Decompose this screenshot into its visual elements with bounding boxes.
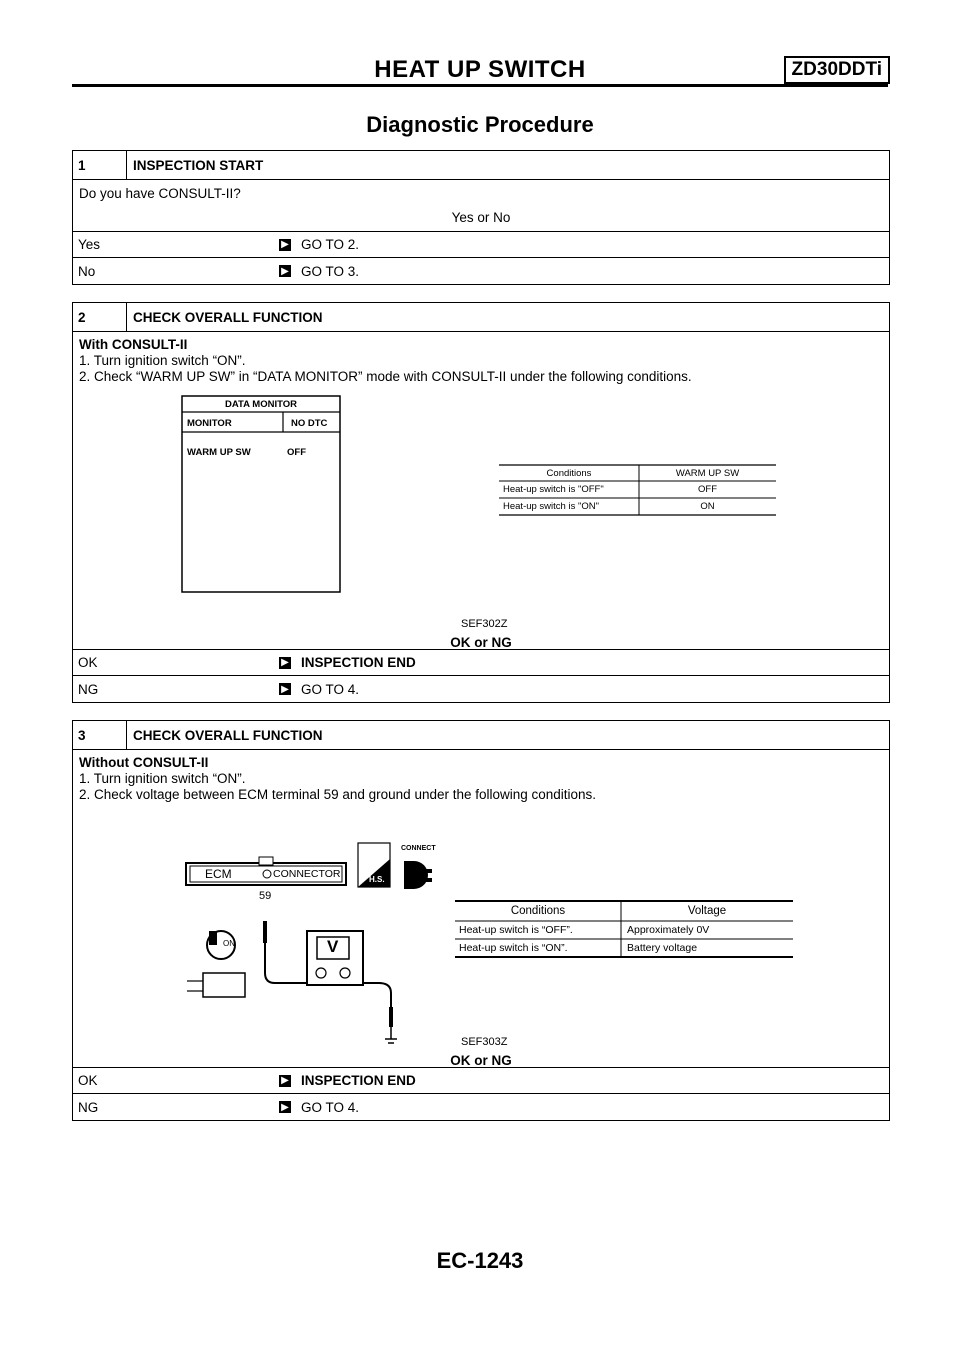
answer-result: GO TO 4. [301, 1099, 360, 1115]
terminal-label: 59 [259, 890, 272, 902]
answer-row-ng [73, 676, 889, 702]
figure-code: SEF303Z [461, 1036, 508, 1048]
table-header: Voltage [687, 905, 727, 917]
step-instruction: 1. Turn ignition switch “ON”. [79, 353, 246, 368]
table-cell: Heat-up switch is “OFF”. [459, 924, 573, 936]
answer-row-ok [73, 650, 889, 676]
step-subhead: With CONSULT-II [79, 337, 188, 352]
step-1 [72, 150, 890, 285]
arrow-icon: ▶ [279, 676, 297, 702]
step-2-body [73, 332, 889, 650]
figure-sef303z [79, 803, 883, 1053]
step-question: Yes or No [451, 210, 511, 225]
step-subhead: Without CONSULT-II [79, 755, 209, 770]
step-title: CHECK OVERALL FUNCTION [133, 309, 323, 325]
monitor-column: NO DTC [291, 418, 328, 429]
step-instruction: 2. Check “WARM UP SW” in “DATA MONITOR” mode with CONSULT-II under the following conditions. [79, 369, 692, 384]
step-title: INSPECTION START [133, 157, 264, 173]
monitor-item: WARM UP SW [187, 447, 251, 458]
ignition-key-icon: ON [223, 939, 235, 948]
step-2-header [73, 303, 889, 332]
page-number: EC-1243 [436, 1248, 524, 1273]
step-number: 2 [73, 303, 127, 331]
step-title: CHECK OVERALL FUNCTION [133, 727, 323, 743]
step-1-body [73, 180, 889, 232]
table-cell: Heat-up switch is "ON" [503, 501, 599, 512]
answer-row-yes [73, 232, 889, 258]
table-header: WARM UP SW [675, 468, 740, 479]
step-number: 1 [73, 151, 127, 179]
answer-label: No [78, 263, 96, 279]
table-cell: Heat-up switch is “ON”. [459, 942, 568, 954]
answer-result: GO TO 3. [301, 263, 360, 279]
step-number: 3 [73, 721, 127, 749]
answer-row-no [73, 258, 889, 284]
answer-label: NG [78, 1099, 99, 1115]
voltmeter-icon: V [327, 937, 339, 956]
step-3 [72, 720, 890, 1121]
section-title: HEAT UP SWITCH [374, 56, 586, 83]
table-cell: Battery voltage [627, 942, 698, 954]
answer-label: Yes [78, 237, 101, 252]
table-cell: Approximately 0V [627, 924, 710, 936]
answer-result: GO TO 2. [301, 237, 360, 252]
step-instruction: 1. Turn ignition switch “ON”. [79, 771, 246, 786]
arrow-icon: ▶ [279, 1094, 297, 1120]
answer-label: NG [78, 681, 99, 697]
arrow-icon: ▶ [279, 1068, 297, 1093]
arrow-icon: ▶ [279, 258, 297, 284]
connect-icon: CONNECT [401, 845, 436, 852]
answer-result: INSPECTION END [301, 655, 416, 670]
answer-result: INSPECTION END [301, 1073, 416, 1088]
connector-label: CONNECTOR [273, 868, 341, 880]
answer-result: GO TO 4. [301, 681, 360, 697]
step-question: OK or NG [450, 635, 512, 650]
step-1-header [73, 151, 889, 180]
header-rule [72, 84, 888, 87]
procedure-title: Diagnostic Procedure [366, 112, 594, 137]
table-header: Conditions [546, 468, 592, 479]
answer-row-ok [73, 1068, 889, 1094]
arrow-icon: ▶ [279, 232, 297, 257]
figure-code: SEF302Z [461, 618, 508, 630]
table-cell: Heat-up switch is "OFF" [503, 484, 604, 495]
table-header: Conditions [510, 905, 566, 917]
monitor-value: OFF [287, 447, 306, 458]
answer-label: OK [78, 1073, 98, 1088]
monitor-title: DATA MONITOR [225, 399, 297, 410]
monitor-column: MONITOR [187, 418, 232, 429]
answer-label: OK [78, 655, 98, 670]
figure-sef302z [79, 385, 883, 635]
step-2 [72, 302, 890, 703]
step-text: Do you have CONSULT-II? [79, 186, 241, 201]
ecm-label: ECM [205, 867, 232, 881]
answer-row-ng [73, 1094, 889, 1120]
arrow-icon: ▶ [279, 650, 297, 675]
table-cell: OFF [698, 484, 717, 495]
step-instruction: 2. Check voltage between ECM terminal 59 and ground under the following conditions. [79, 787, 597, 802]
hs-icon: H.S. [369, 875, 385, 884]
table-cell: ON [700, 501, 715, 512]
step-question: OK or NG [450, 1053, 512, 1068]
step-3-header [73, 721, 889, 750]
engine-code-badge: ZD30DDTi [784, 56, 890, 84]
step-3-body [73, 750, 889, 1068]
